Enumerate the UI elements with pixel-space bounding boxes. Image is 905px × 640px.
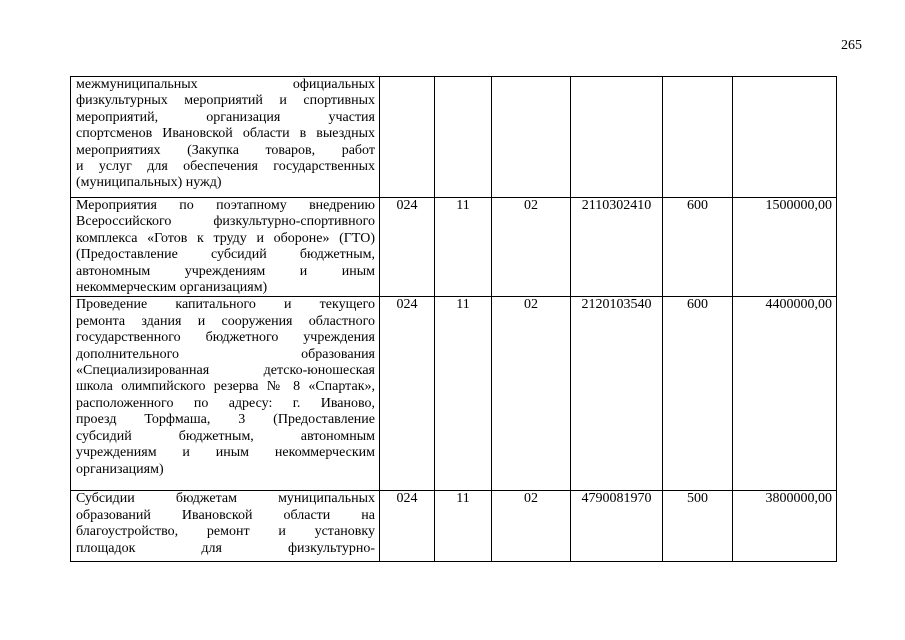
description-cell (71, 198, 380, 297)
description-cell (71, 491, 380, 562)
description-line: и услуг для обеспечения государственных (76, 159, 375, 175)
ministry-code-cell: 024 (380, 198, 435, 297)
table-row (71, 297, 837, 491)
description-line: мероприятиях (Закупка товаров, работ (76, 142, 375, 158)
description-line: проезд Торфмаша, 3 (Предоставление (76, 412, 375, 428)
subsection-code-cell: 02 (492, 491, 571, 562)
expense-type-cell: 600 (663, 297, 733, 491)
description-line: благоустройство, ремонт и установку (76, 524, 375, 540)
description-line: комплекса «Готов к труду и обороне» (ГТО) (76, 230, 375, 246)
table-row (71, 77, 837, 198)
amount-cell: 3800000,00 (733, 491, 837, 562)
target-code-cell: 2120103540 (571, 297, 663, 491)
description-line: Проведение капитального и текущего (76, 297, 375, 313)
description-line: организациям) (76, 461, 164, 477)
description-line: (Предоставление субсидий бюджетным, (76, 247, 375, 263)
description-line: образований Ивановской области на (76, 507, 375, 523)
description-line: Мероприятия по поэтапному внедрению (76, 198, 375, 213)
description-line: (муниципальных) нужд) (76, 175, 222, 191)
description-line: учреждениям и иным некоммерческим (76, 445, 375, 461)
description-cell (71, 77, 380, 198)
description-line: школа олимпийского резерва № 8 «Спартак», (76, 379, 375, 395)
description-line: спортсменов Ивановской области в выездных (76, 126, 375, 142)
table-row (71, 198, 837, 297)
subsection-code-cell (492, 77, 571, 198)
expense-type-cell (663, 77, 733, 198)
target-code-cell: 2110302410 (571, 198, 663, 297)
section-code-cell: 11 (435, 198, 492, 297)
description-line: государственного бюджетного учреждения (76, 330, 375, 346)
target-code-cell (571, 77, 663, 198)
description-line: Всероссийского физкультурно-спортивного (76, 214, 375, 230)
description-line: «Специализированная детско-юношеская (76, 363, 375, 379)
page-number: 265 (841, 38, 862, 53)
description-line: дополнительного образования (76, 346, 375, 362)
description-line: некоммерческим организациям) (76, 280, 268, 296)
expense-type-cell: 600 (663, 198, 733, 297)
description-line: площадок для физкультурно- (76, 540, 375, 556)
section-code-cell (435, 77, 492, 198)
amount-cell (733, 77, 837, 198)
description-line: автономным учреждениям и иным (76, 263, 375, 279)
ministry-code-cell: 024 (380, 491, 435, 562)
description-line: Субсидии бюджетам муниципальных (76, 491, 375, 507)
amount-cell: 1500000,00 (733, 198, 837, 297)
subsection-code-cell: 02 (492, 198, 571, 297)
ministry-code-cell: 024 (380, 297, 435, 491)
expense-type-cell: 500 (663, 491, 733, 562)
description-line: ремонта здания и сооружения областного (76, 313, 375, 329)
description-line: межмуниципальных официальных (76, 77, 375, 92)
description-line: мероприятий, организация участия (76, 109, 375, 125)
description-line: субсидий бюджетным, автономным (76, 428, 375, 444)
description-cell (71, 297, 380, 491)
table-row (71, 491, 837, 562)
description-line: расположенного по адресу: г. Иваново, (76, 395, 375, 411)
budget-table (70, 76, 837, 562)
ministry-code-cell (380, 77, 435, 198)
description-line: физкультурных мероприятий и спортивных (76, 93, 375, 109)
target-code-cell: 4790081970 (571, 491, 663, 562)
section-code-cell: 11 (435, 491, 492, 562)
amount-cell: 4400000,00 (733, 297, 837, 491)
section-code-cell: 11 (435, 297, 492, 491)
subsection-code-cell: 02 (492, 297, 571, 491)
